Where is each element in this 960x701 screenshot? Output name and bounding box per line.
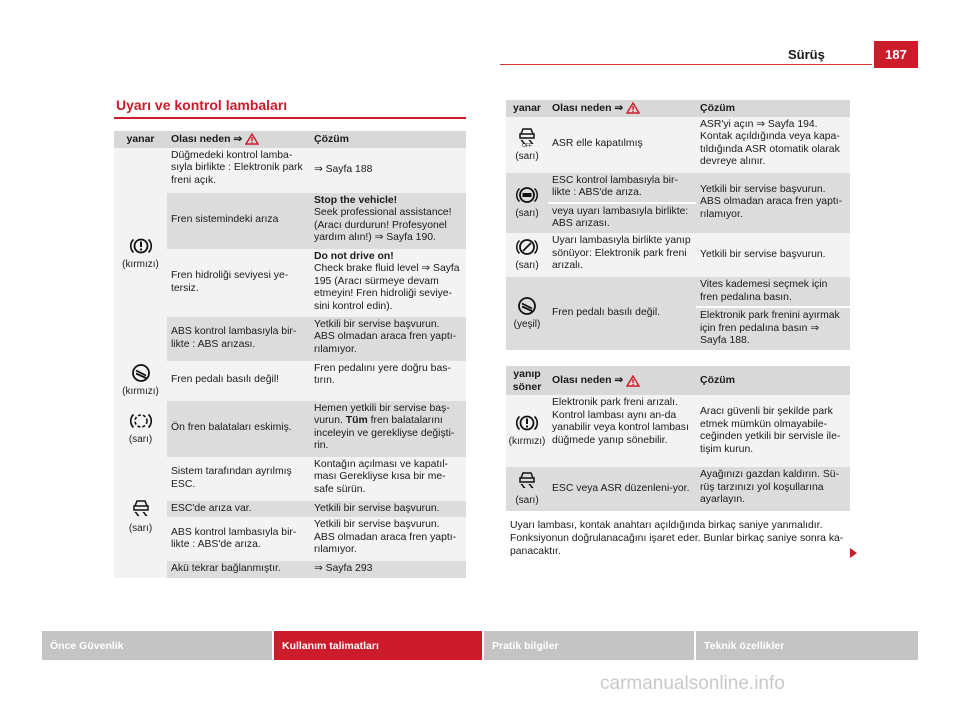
lamp-cell xyxy=(506,233,548,277)
footer-nav xyxy=(42,631,918,660)
solution-cell xyxy=(310,249,466,317)
info-note: Uyarı lambası, kontak anahtarı açıldığında birkaç saniye yanmalıdır. Fonksiyonun doğrulanacağını işaret eder. Bunlar birkaç saniye sonra ka-panacaktır. xyxy=(510,520,844,557)
lamp-cell xyxy=(506,395,548,467)
table-row xyxy=(506,467,850,511)
solution-cell: Ayağınızı gazdan kaldırın. Sü-rüş tarzınızı yol koşullarına ayarlayın. xyxy=(696,467,850,511)
table-row xyxy=(114,317,466,361)
page-number: 187 xyxy=(874,41,918,68)
solution-text: Vites kademesi seçmek için fren pedalına basın. xyxy=(700,278,828,303)
table-row xyxy=(506,395,850,467)
solution-cell: ASR'yi açın ⇒ Sayfa 194. Kontak açıldığında veya kapa-tıldığında ASR otomatik olarak devreye alınır. xyxy=(696,117,850,173)
cause-cell: Sistem tarafından ayrılmış ESC. xyxy=(167,457,310,501)
col-cause-header xyxy=(548,366,696,395)
abs-icon xyxy=(515,185,539,205)
solution-cell: Yetkili bir servise başvurun. ABS olmadan araca fren yaptı-rılamıyor. xyxy=(310,517,466,561)
footer-tab-technical[interactable] xyxy=(696,631,918,660)
col-cause-header xyxy=(167,131,310,148)
warning-triangle-icon xyxy=(626,102,640,114)
col-lamp-header: yanıp söner xyxy=(506,366,548,395)
col-cause-header xyxy=(548,100,696,117)
col-lamp-header: yanar xyxy=(506,100,548,117)
solution-cell xyxy=(310,401,466,457)
brake-pedal-icon xyxy=(129,363,153,383)
cause-header-text: Olası neden ⇒ xyxy=(171,133,243,145)
brake-warning-icon xyxy=(515,413,539,433)
col-solution-header: Çözüm xyxy=(310,131,466,148)
cause-cell: Fren sistemindeki arıza xyxy=(167,193,310,249)
svg-text:OFF: OFF xyxy=(522,142,532,148)
solution-cell: Yetkili bir servise başvurun. ABS olmadan araca fren yaptı-rılamıyor. xyxy=(696,173,850,233)
lamp-cell xyxy=(506,277,548,350)
col-solution-header: Çözüm xyxy=(696,100,850,117)
cause-cell: Düğmedeki kontrol lamba-sıyla birlikte : Elektronik park freni açık. xyxy=(167,148,310,193)
table-row xyxy=(114,401,466,457)
table-row xyxy=(506,277,850,350)
lamp-cell xyxy=(114,401,167,457)
solution-cell xyxy=(696,277,850,350)
table-row xyxy=(114,561,466,578)
lamp-color-label: (sarı) xyxy=(515,495,539,507)
brake-pedal-icon xyxy=(515,296,539,316)
footer-tab-label: Önce Güvenlik xyxy=(50,639,124,652)
warning-triangle-icon xyxy=(245,133,259,145)
cause-cell: ASR elle kapatılmış xyxy=(548,117,696,173)
cause-cell: ABS kontrol lambasıyla bir-likte : ABS'de arıza. xyxy=(167,517,310,561)
esc-skid-icon xyxy=(129,498,153,520)
table-row xyxy=(114,457,466,501)
solution-text: Hemen yetkili bir servise baş-vurun. xyxy=(314,402,450,427)
brake-warning-icon xyxy=(129,236,153,256)
table-row xyxy=(114,517,466,561)
solution-cell: Yetkili bir servise başvurun. ABS olmadan araca fren yaptı-rılamıyor. xyxy=(310,317,466,361)
col-solution-header: Çözüm xyxy=(696,366,850,395)
table-row xyxy=(114,148,466,193)
solution-cell: Yetkili bir servise başvurun. xyxy=(310,501,466,518)
chapter-title: Sürüş xyxy=(788,47,825,62)
footer-tab-operation[interactable] xyxy=(274,631,482,660)
footer-tab-label: Kullanım talimatları xyxy=(282,639,379,652)
lamp-color-label: (kırmızı) xyxy=(122,259,159,271)
solution-text: fren balatalarını inceleyin ve gerekliyse değişti-rin. xyxy=(314,415,455,452)
esc-skid-icon xyxy=(515,470,539,492)
section-rule xyxy=(114,117,466,119)
lamp-color-label: (sarı) xyxy=(128,523,153,535)
cause-cell: Fren hidroliği seviyesi ye-tersiz. xyxy=(167,249,310,317)
lamp-color-label: (yeşil) xyxy=(513,318,541,330)
footer-tab-label: Pratik bilgiler xyxy=(492,639,559,652)
solution-cell xyxy=(310,193,466,249)
solution-cell: Aracı güvenli bir şekilde park etmek mümkün olmayabile-ceğinden yetkili bir servisle ile-tişim kurun. xyxy=(696,395,850,467)
table-row xyxy=(114,249,466,317)
watermark: carmanualsonline.info xyxy=(600,673,785,694)
left-warning-table xyxy=(114,131,466,578)
lamp-color-label: (kırmızı) xyxy=(508,436,546,448)
cause-cell: Fren pedalı basılı değil. xyxy=(548,277,696,350)
cause-text: veya uyarı lambasıyla birlikte: ABS arızası. xyxy=(552,205,689,230)
table-row xyxy=(506,233,850,277)
cause-cell: ESC veya ASR düzenleni-yor. xyxy=(548,467,696,511)
table-row xyxy=(114,501,466,518)
cause-cell: Fren pedalı basılı değil! xyxy=(167,361,310,401)
brake-pads-icon xyxy=(129,411,153,431)
right-warning-table-lit xyxy=(506,100,850,350)
table-row xyxy=(114,193,466,249)
cause-cell: ABS kontrol lambasıyla bir-likte : ABS arızası. xyxy=(167,317,310,361)
lamp-cell xyxy=(114,361,167,401)
solution-cell: ⇒ Sayfa 188 xyxy=(310,148,466,193)
lamp-cell xyxy=(506,173,548,233)
lamp-color-label: (sarı) xyxy=(515,150,539,162)
cause-cell: Elektronik park freni arızalı. Kontrol lambası aynı an-da yanabilir veya kontrol lambası düğmede yanıp sönebilir. xyxy=(548,395,696,467)
lamp-color-label: (kırmızı) xyxy=(122,385,159,397)
lamp-color-label: (sarı) xyxy=(515,260,539,272)
solution-cell: Yetkili bir servise başvurun. xyxy=(696,233,850,277)
col-lamp-header: yanar xyxy=(114,131,167,148)
section-title: Uyarı ve kontrol lambaları xyxy=(116,97,288,113)
table-row xyxy=(114,361,466,401)
solution-text: Seek professional assistance! (Aracı durdurun! Profesyonel yardım alın!) ⇒ Sayfa 190. xyxy=(314,207,452,244)
cause-text: ESC kontrol lambasıyla bir-likte : ABS'de arıza. xyxy=(552,174,678,199)
footer-tab-practical[interactable] xyxy=(484,631,694,660)
solution-cell: Kontağın açılması ve kapatıl-ması Gerekliyse kısa bir me-safe sürün. xyxy=(310,457,466,501)
solution-text: Elektronik park frenini ayırmak için fren pedalına basın ⇒ Sayfa 188. xyxy=(700,310,840,347)
cause-cell: Akü tekrar bağlanmıştır. xyxy=(167,561,310,578)
lamp-cell xyxy=(114,148,167,361)
cause-header-text: Olası neden ⇒ xyxy=(552,374,624,387)
epb-fault-icon xyxy=(515,237,539,257)
solution-cell: ⇒ Sayfa 293 xyxy=(310,561,466,578)
solution-bold: Do not drive on! xyxy=(314,250,394,262)
asr-off-icon xyxy=(515,126,539,148)
warning-triangle-icon xyxy=(626,375,640,387)
cause-cell xyxy=(548,173,696,233)
header-rule xyxy=(500,64,872,65)
cause-cell: ESC'de arıza var. xyxy=(167,501,310,518)
lamp-color-label: (sarı) xyxy=(515,207,539,219)
lamp-cell xyxy=(114,457,167,578)
lamp-cell xyxy=(506,117,548,173)
solution-cell: Fren pedalını yere doğru bas-tırın. xyxy=(310,361,466,401)
cause-header-text: Olası neden ⇒ xyxy=(552,102,624,114)
footer-tab-label: Teknik özellikler xyxy=(704,639,785,652)
table-row xyxy=(506,117,850,173)
cause-cell: Ön fren balataları eskimiş. xyxy=(167,401,310,457)
solution-text: Check brake fluid level ⇒ Sayfa 195 (Aracı sürmeye devam etmeyin! Fren hidroliği seviye-sini kontrol edin). xyxy=(314,263,460,312)
footer-tab-safety[interactable] xyxy=(42,631,272,660)
solution-bold: Tüm xyxy=(345,415,368,427)
table-row xyxy=(506,173,850,233)
continue-arrow-icon xyxy=(850,548,857,558)
solution-bold: Stop the vehicle! xyxy=(314,194,398,206)
lamp-color-label: (sarı) xyxy=(128,433,153,445)
right-warning-table-flashing xyxy=(506,366,850,511)
cause-cell: Uyarı lambasıyla birlikte yanıp sönüyor: Elektronik park freni arızalı. xyxy=(548,233,696,277)
lamp-cell xyxy=(506,467,548,511)
